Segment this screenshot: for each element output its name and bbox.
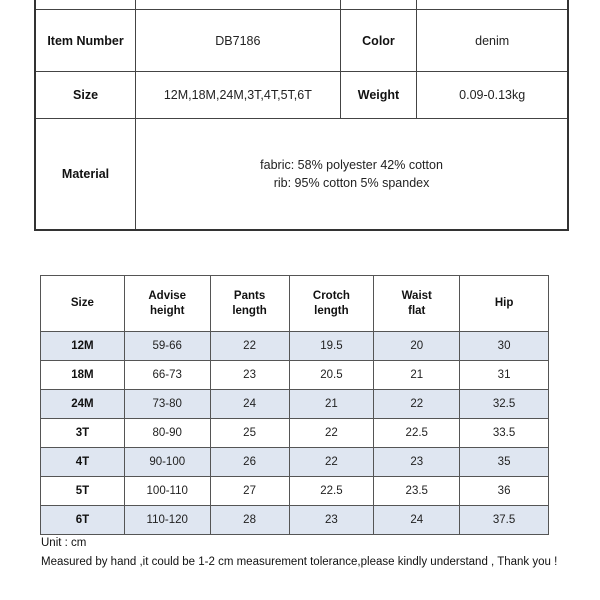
measurement-cell: 20 xyxy=(374,332,460,361)
measurement-cell: 35 xyxy=(460,448,549,477)
table-row xyxy=(41,332,549,361)
size-cell: 24M xyxy=(41,390,125,419)
size-chart-header-cell xyxy=(41,276,125,332)
measurement-cell: 30 xyxy=(460,332,549,361)
header-text-line: Crotch xyxy=(312,289,350,302)
material-fabric: fabric: 58% polyester 42% cotton xyxy=(260,158,443,172)
measurement-cell: 20.5 xyxy=(289,361,374,390)
color-label: Color xyxy=(340,10,417,72)
measurement-cell: 22.5 xyxy=(374,419,460,448)
header-text-line: Pants xyxy=(233,289,266,302)
size-label: Size xyxy=(35,72,136,119)
material-value xyxy=(136,119,568,231)
table-row xyxy=(41,390,549,419)
measurement-cell: 23 xyxy=(289,506,374,535)
measurement-cell: 22.5 xyxy=(289,477,374,506)
measurement-cell: 32.5 xyxy=(460,390,549,419)
header-text-line: flat xyxy=(408,304,426,317)
size-chart-header-cell xyxy=(374,276,460,332)
measurement-cell: 110-120 xyxy=(124,506,210,535)
table-row xyxy=(41,419,549,448)
size-chart-header-cell xyxy=(124,276,210,332)
size-chart-header-cell xyxy=(210,276,289,332)
product-info-table xyxy=(34,0,569,231)
size-chart-header-row xyxy=(41,276,549,332)
info-top-row xyxy=(35,0,568,10)
header-text-line: height xyxy=(149,304,185,317)
measurement-cell: 22 xyxy=(374,390,460,419)
measurement-cell: 23 xyxy=(374,448,460,477)
header-text-line: length xyxy=(314,304,349,317)
measurement-cell: 19.5 xyxy=(289,332,374,361)
size-chart-header-cell xyxy=(289,276,374,332)
measurement-cell: 25 xyxy=(210,419,289,448)
measurement-note: Measured by hand ,it could be 1-2 cm measurement tolerance,please kindly understand , Thank you ! xyxy=(41,556,558,568)
size-chart-body xyxy=(41,332,549,535)
info-row-item xyxy=(35,10,568,72)
weight-label: Weight xyxy=(340,72,417,119)
measurement-cell: 24 xyxy=(374,506,460,535)
weight-value: 0.09-0.13kg xyxy=(417,72,568,119)
material-rib: rib: 95% cotton 5% spandex xyxy=(273,176,430,190)
measurement-cell: 73-80 xyxy=(124,390,210,419)
item-number-value: DB7186 xyxy=(136,10,341,72)
measurement-cell: 27 xyxy=(210,477,289,506)
material-label: Material xyxy=(35,119,136,231)
unit-note: Unit : cm xyxy=(41,537,87,549)
header-text-line: Size xyxy=(70,297,94,309)
measurement-cell: 22 xyxy=(210,332,289,361)
measurement-cell: 100-110 xyxy=(124,477,210,506)
item-number-label: Item Number xyxy=(35,10,136,72)
size-cell: 12M xyxy=(41,332,125,361)
measurement-cell: 21 xyxy=(289,390,374,419)
info-row-material xyxy=(35,119,568,231)
measurement-cell: 21 xyxy=(374,361,460,390)
size-cell: 3T xyxy=(41,419,125,448)
sizes-value: 12M,18M,24M,3T,4T,5T,6T xyxy=(136,72,341,119)
size-chart-header-cell xyxy=(460,276,549,332)
table-row xyxy=(41,506,549,535)
measurement-cell: 33.5 xyxy=(460,419,549,448)
measurement-cell: 26 xyxy=(210,448,289,477)
measurement-cell: 28 xyxy=(210,506,289,535)
header-text-line: Hip xyxy=(494,297,514,309)
measurement-cell: 37.5 xyxy=(460,506,549,535)
color-value: denim xyxy=(417,10,568,72)
header-text-line: Waist xyxy=(401,289,432,302)
table-row xyxy=(41,448,549,477)
measurement-cell: 23 xyxy=(210,361,289,390)
table-row xyxy=(41,361,549,390)
size-cell: 6T xyxy=(41,506,125,535)
size-chart-table xyxy=(40,275,549,535)
measurement-cell: 59-66 xyxy=(124,332,210,361)
measurement-cell: 36 xyxy=(460,477,549,506)
table-row xyxy=(41,477,549,506)
header-text-line: length xyxy=(232,304,267,317)
info-row-size xyxy=(35,72,568,119)
measurement-cell: 24 xyxy=(210,390,289,419)
measurement-cell: 22 xyxy=(289,448,374,477)
size-cell: 18M xyxy=(41,361,125,390)
measurement-cell: 22 xyxy=(289,419,374,448)
measurement-cell: 90-100 xyxy=(124,448,210,477)
measurement-cell: 23.5 xyxy=(374,477,460,506)
measurement-cell: 66-73 xyxy=(124,361,210,390)
size-cell: 4T xyxy=(41,448,125,477)
measurement-cell: 31 xyxy=(460,361,549,390)
measurement-cell: 80-90 xyxy=(124,419,210,448)
size-cell: 5T xyxy=(41,477,125,506)
header-text-line: Advise xyxy=(148,289,187,302)
